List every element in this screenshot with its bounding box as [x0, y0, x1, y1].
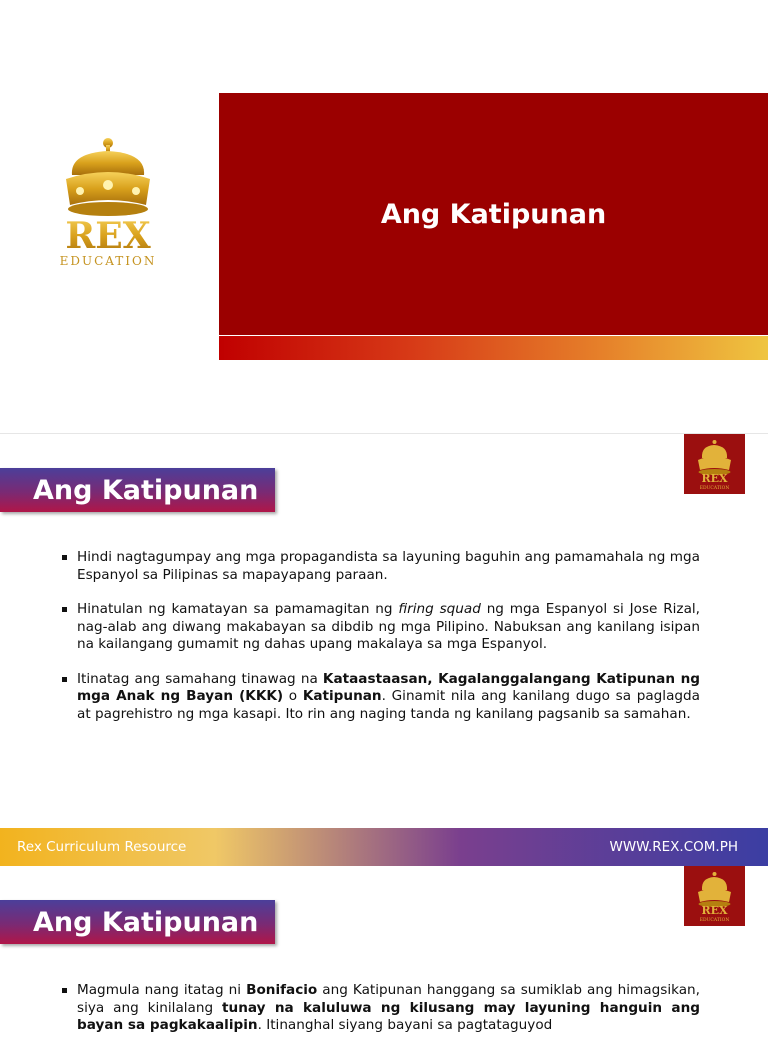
- bullet-list: [60, 982, 700, 1052]
- svg-text:REX: REX: [701, 472, 728, 485]
- section-header: [0, 468, 275, 512]
- title-gradient-bar: [219, 336, 768, 360]
- svg-text:EDUCATION: EDUCATION: [699, 486, 730, 491]
- footer-website: WWW.REX.COM.PH: [609, 839, 738, 855]
- svg-text:EDUCATION: EDUCATION: [699, 918, 730, 923]
- rex-logo-small: [684, 866, 745, 926]
- title-box: [219, 93, 768, 335]
- footer-resource-label: Rex Curriculum Resource: [17, 839, 187, 855]
- title-slide: [0, 0, 768, 432]
- rex-logo-small: [684, 434, 745, 494]
- slide-footer: [0, 828, 768, 866]
- list-item: Magmula nang itatag ni Bonifacio ang Katipunan hanggang sa sumiklab ang himagsikan, siya ang kinilalang tunay na kaluluwa ng kilusang may layuning hanguin ang bayan sa pagkakaalipin. Itinanghal siyang bayani sa pagtataguyod: [60, 982, 700, 1035]
- section-header: [0, 900, 275, 944]
- rex-education-logo: [50, 135, 170, 275]
- list-item: Hinatulan ng kamatayan sa pamamagitan ng firing squad ng mga Espanyol si Jose Rizal, nag-alab ang diwang makabayan sa dibdib ng mga Pilipino. Nabuksan ang kanilang isipan na kailangang gumamit ng dahas upang makalaya sa mga Espanyol.: [60, 601, 700, 654]
- list-item: Hindi nagtagumpay ang mga propagandista sa layuning baguhin ang pamamahala ng mga Espanyol sa Pilipinas sa mapayapang paraan.: [60, 549, 700, 584]
- svg-text:REX: REX: [65, 215, 151, 257]
- slide-title: Ang Katipunan: [380, 198, 607, 230]
- section-header-title: Ang Katipunan: [33, 906, 259, 938]
- svg-text:REX: REX: [701, 904, 728, 917]
- crown-icon: [50, 135, 170, 275]
- bullet-list: [60, 549, 700, 740]
- list-item: Itinatag ang samahang tinawag na Kataastaasan, Kagalanggalangang Katipunan ng mga Anak ng Bayan (KKK) o Katipunan. Ginamit nila ang kanilang dugo sa paglagda at pagrehistro ng mga kasapi. Ito rin ang naging tanda ng kanilang pagsanib sa samahan.: [60, 671, 700, 724]
- section-header-title: Ang Katipunan: [33, 474, 259, 506]
- svg-text:EDUCATION: EDUCATION: [59, 254, 157, 268]
- crown-icon: [684, 434, 745, 494]
- content-slide: [0, 866, 768, 1033]
- crown-icon: [684, 866, 745, 926]
- content-slide: [0, 433, 768, 866]
